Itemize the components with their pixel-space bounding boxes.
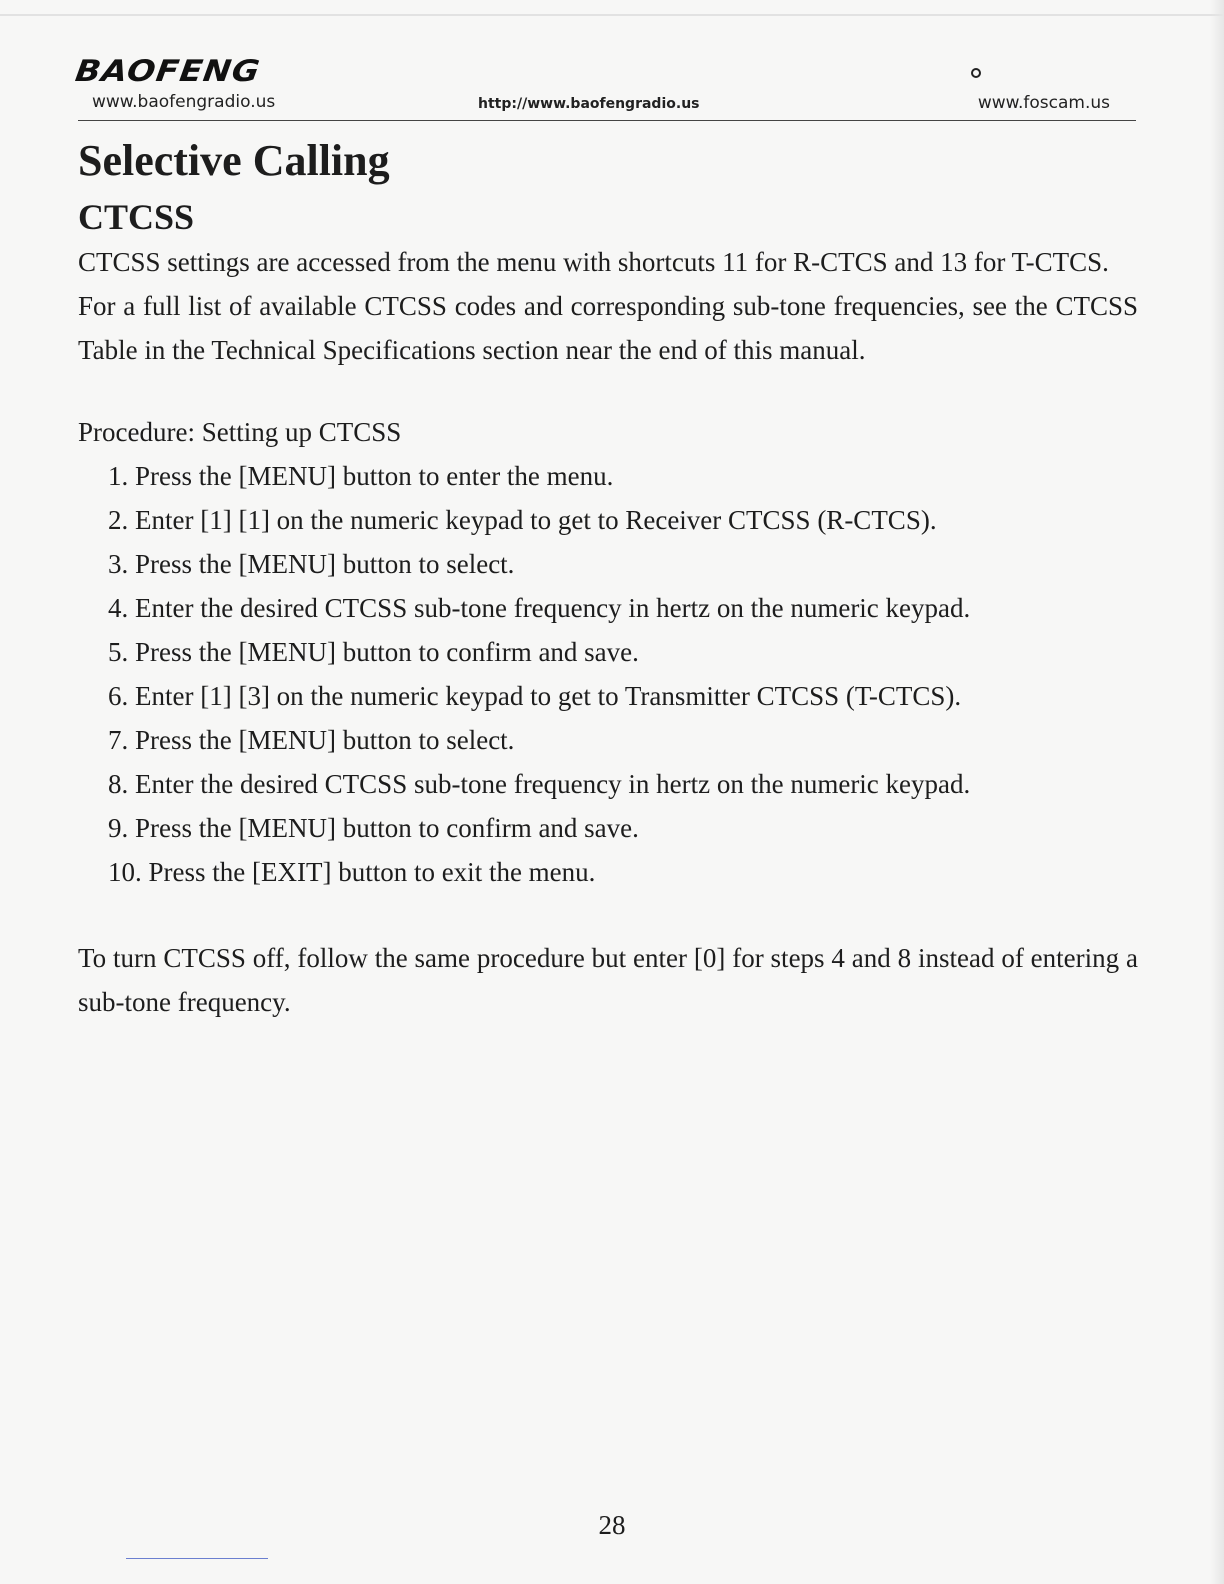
- procedure-step: 10. Press the [EXIT] button to exit the menu.: [108, 857, 596, 887]
- header-url-center: http://www.baofengradio.us: [478, 96, 700, 112]
- procedure-step: 2. Enter [1] [1] on the numeric keypad to get to Receiver CTCSS (R-CTCS).: [108, 505, 937, 535]
- intro-paragraph-1: CTCSS settings are accessed from the menu with shortcuts 11 for R-CTCS and 13 for T-CTCS.: [78, 247, 1109, 277]
- procedure-title: Procedure: Setting up CTCSS: [78, 417, 402, 447]
- procedure-step: 3. Press the [MENU] button to select.: [108, 549, 515, 579]
- page-top-edge: [0, 14, 1224, 16]
- intro-paragraph-2: For a full list of available CTCSS codes and corresponding sub-tone frequencies, see the CTCSS Table in the Technical Specifications section near the end of this manual.: [78, 291, 1138, 365]
- procedure-step: 8. Enter the desired CTCSS sub-tone frequency in hertz on the numeric keypad.: [108, 769, 971, 799]
- circle-dot-icon: [971, 68, 981, 78]
- procedure-step: 5. Press the [MENU] button to confirm and save.: [108, 637, 639, 667]
- baofeng-logo: BAOFENG: [73, 53, 263, 89]
- header-url-left: www.baofengradio.us: [92, 92, 276, 112]
- procedure-steps: [78, 454, 1138, 894]
- page-title: Selective Calling: [78, 136, 390, 185]
- page-right-shadow: [1210, 0, 1224, 1584]
- page-header: [73, 52, 1136, 122]
- page-number: 28: [598, 1510, 626, 1540]
- page-content: [78, 128, 1138, 1024]
- procedure-step: 9. Press the [MENU] button to confirm and save.: [108, 813, 639, 843]
- procedure-step: 4. Enter the desired CTCSS sub-tone frequency in hertz on the numeric keypad.: [108, 593, 971, 623]
- header-url-right: www.foscam.us: [977, 93, 1110, 113]
- procedure-step: 7. Press the [MENU] button to select.: [108, 725, 515, 755]
- closing-paragraph: To turn CTCSS off, follow the same procedure but enter [0] for steps 4 and 8 instead of entering a sub-tone frequency.: [78, 943, 1138, 1017]
- section-title: CTCSS: [78, 197, 195, 237]
- procedure-step: 6. Enter [1] [3] on the numeric keypad to get to Transmitter CTCSS (T-CTCS).: [108, 681, 962, 711]
- procedure-step: 1. Press the [MENU] button to enter the menu.: [108, 461, 614, 491]
- header-divider: [78, 120, 1136, 121]
- bottom-mark-line: [126, 1558, 268, 1559]
